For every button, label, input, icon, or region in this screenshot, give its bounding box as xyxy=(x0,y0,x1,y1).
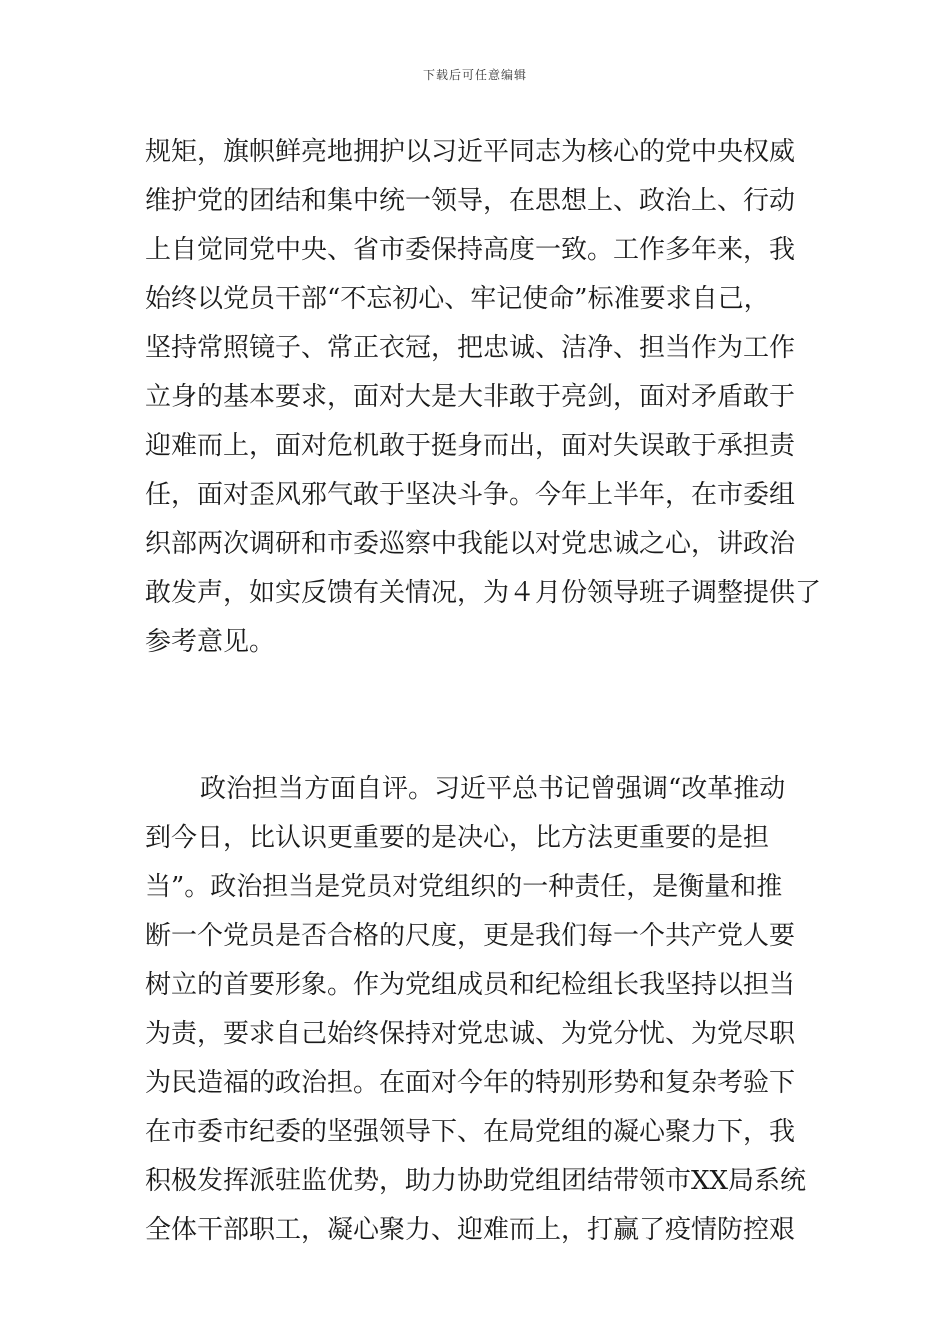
text-line: 当”。政治担当是党员对党组织的一种责任，是衡量和推 xyxy=(145,872,783,902)
text-line: 全体干部职工，凝心聚力、迎难而上，打赢了疫情防控艰 xyxy=(145,1215,796,1245)
text-line: 迎难而上，面对危机敢于挺身而出，面对失误敢于承担责 xyxy=(145,431,796,461)
text-line: 断一个党员是否合格的尺度，更是我们每一个共产党人要 xyxy=(145,921,796,951)
text-line: 规矩，旗帜鲜亮地拥护以习近平同志为核心的党中央权威 xyxy=(145,137,796,167)
text-line: 为责，要求自己始终保持对党忠诚、为党分忧、为党尽职 xyxy=(145,1019,796,1049)
text-line: 维护党的团结和集中统一领导，在思想上、政治上、行动 xyxy=(145,186,796,216)
text-line: 始终以党员干部“不忘初心、牢记使命”标准要求自己， xyxy=(145,284,770,314)
paragraph-spacing xyxy=(145,667,815,765)
paragraph-2 xyxy=(145,765,815,1255)
paragraph-1 xyxy=(145,128,822,667)
text-line: 政治担当方面自评。习近平总书记曾强调“改革推动 xyxy=(200,774,786,804)
text-line: 坚持常照镜子、常正衣冠，把忠诚、洁净、担当作为工作 xyxy=(145,333,796,363)
text-line: 参考意见。 xyxy=(145,627,276,657)
text-line: 到今日，比认识更重要的是决心，比方法更重要的是担 xyxy=(145,823,770,853)
text-line: 积极发挥派驻监优势，助力协助党组团结带领市XX局系统 xyxy=(145,1166,807,1196)
text-line: 织部两次调研和市委巡察中我能以对党忠诚之心，讲政治 xyxy=(145,529,796,559)
text-line: 为民造福的政治担。在面对今年的特别形势和复杂考验下 xyxy=(145,1068,796,1098)
text-line: 立身的基本要求，面对大是大非敢于亮剑，面对矛盾敢于 xyxy=(145,382,796,412)
text-line: 任，面对歪风邪气敢于坚决斗争。今年上半年，在市委组 xyxy=(145,480,796,510)
text-line: 上自觉同党中央、省市委保持高度一致。工作多年来，我 xyxy=(145,235,796,265)
document-body xyxy=(145,128,822,1255)
text-line: 在市委市纪委的坚强领导下、在局党组的凝心聚力下，我 xyxy=(145,1117,796,1147)
text-line: 敢发声，如实反馈有关情况，为４月份领导班子调整提供了 xyxy=(145,578,822,608)
page-header: 下载后可任意编辑 xyxy=(422,68,527,82)
text-line: 树立的首要形象。作为党组成员和纪检组长我坚持以担当 xyxy=(145,970,796,1000)
